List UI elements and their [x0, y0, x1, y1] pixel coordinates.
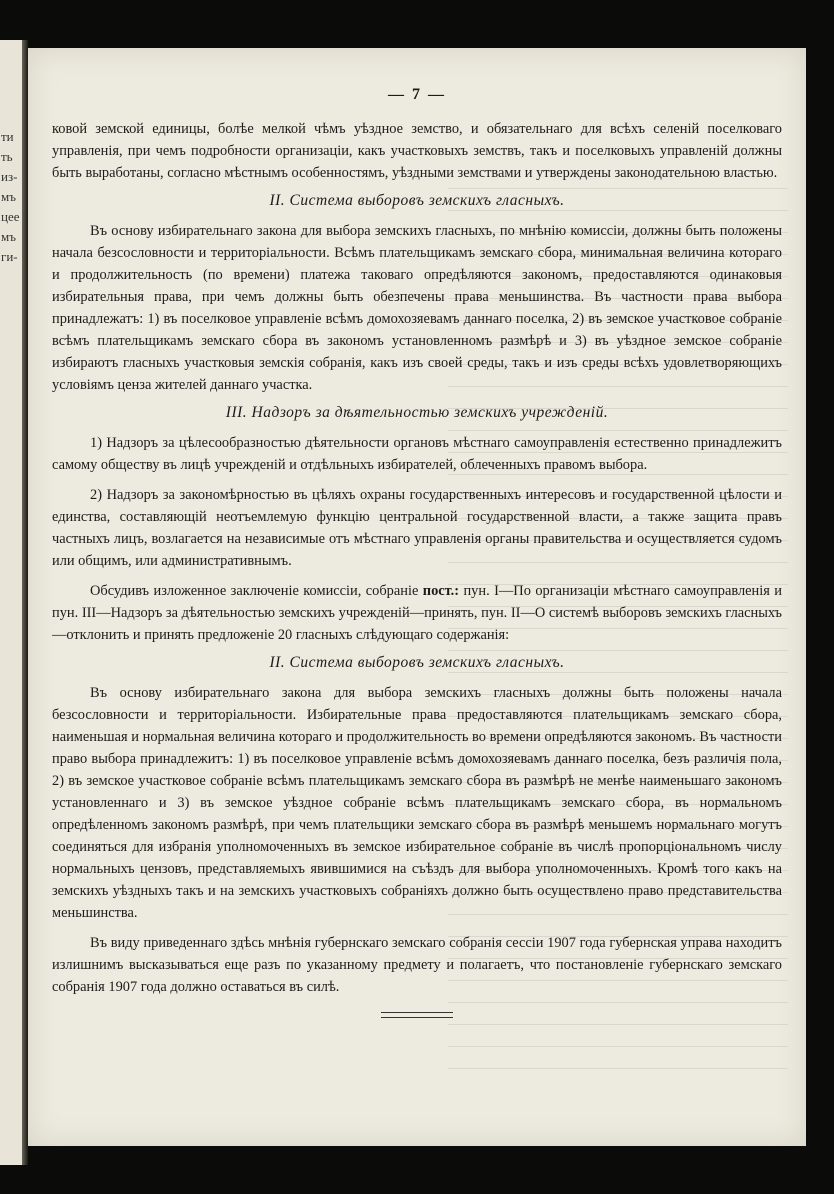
- resolution-text-start: Обсудивъ изложенное заключеніе комиссіи, собраніе: [90, 583, 423, 599]
- left-page-fragment: ть: [1, 149, 13, 164]
- section-heading-voting-system: II. Система выборовъ земскихъ гласныхъ.: [269, 192, 565, 209]
- document-page: [28, 48, 806, 1146]
- page-body: [52, 118, 782, 1018]
- left-page-fragment: цее: [1, 209, 20, 224]
- resolution-decision-abbrev: пост.:: [422, 583, 460, 599]
- adopted-voting-paragraph: Въ основу избирательнаго закона для выбора земскихъ гласныхъ должны быть положены начала безсословности и территоріальности. Избирательные права предоставляются плательщикамъ земскаго сбора, наименьшая и нормальная величина котораго и продолжительность во времени опредѣляются закономъ. Въ частности право выбора принадлежитъ: 1) въ поселковое управленіе всѣмъ домохозяевамъ даннаго поселка, безъ различія пола, 2) въ земское участковое собраніе всѣмъ плательщикамъ земскаго сбора въ размѣрѣ не менѣе наименьшаго закономъ установленнаго и 3) въ земское уѣздное собраніе всѣмъ плательщикамъ земскаго сбора, въ нормальномъ опредѣленномъ закономъ размѣрѣ, при чемъ плательщики земскаго сбора въ размѣрѣ меньшемъ нормальнаго могутъ соединяться для избранія уполномоченныхъ въ земское избирательное собраніе въ числѣ пропорціональномъ числу нормальныхъ цензовъ, представляемыхъ явившимися на съѣздъ для выбора уполномоченныхъ. Кромѣ того какъ на земскихъ уѣздныхъ такъ и на земскихъ участковыхъ собраніяхъ должно быть осуществлено право представительства меньшинства.: [52, 685, 782, 921]
- section-heading-voting-system-adopted: II. Система выборовъ земскихъ гласныхъ.: [269, 654, 565, 671]
- section-heading-supervision: III. Надзоръ за дѣятельностью земскихъ учрежденій.: [225, 404, 609, 421]
- closing-paragraph: Въ виду приведеннаго здѣсь мнѣнія губернскаго земскаго собранія сессіи 1907 года губернская управа находитъ излишнимъ высказываться еще разъ по указанному предмету и полагаетъ, что постановленіе губернскаго земскаго собранія 1907 года должно оставаться въ силѣ.: [52, 935, 782, 995]
- left-page-edge: [0, 40, 22, 1165]
- end-rule: [381, 1012, 453, 1018]
- resolution-text-rest: пун. I—По организаціи мѣстнаго самоуправленія и пун. III—Надзоръ за дѣятельностью земскихъ учрежденій—принять, пун. II—О системѣ выборовъ земскихъ гласныхъ—отклонить и принять предложеніе 20 гласныхъ слѣдующаго содержанія:: [52, 583, 782, 643]
- left-page-fragment: ти: [1, 129, 14, 144]
- intro-paragraph: ковой земской единицы, болѣе мелкой чѣмъ уѣздное земство, и обязательнаго для всѣхъ селеній поселковаго управленія, при чемъ подробности организаціи, какъ участковыхъ земствъ, такъ и поселковыхъ управленій должны быть выработаны, согласно мѣстнымъ особенностямъ, уѣздными земствами и утверждены законодательною властью.: [52, 121, 782, 181]
- left-page-fragment: мъ: [1, 229, 16, 244]
- page-number: — 7 —: [388, 86, 446, 103]
- left-page-fragment: мъ: [1, 189, 16, 204]
- resolution-paragraph: [52, 580, 782, 646]
- left-page-fragment: из-: [1, 169, 18, 184]
- left-page-fragment: ги-: [1, 249, 18, 264]
- supervision-paragraph-1: 1) Надзоръ за цѣлесообразностью дѣятельности органовъ мѣстнаго самоуправленія естественно принадлежитъ самому обществу въ лицѣ учрежденій и отдѣльныхъ избирателей, облеченныхъ правомъ выбора.: [52, 435, 782, 473]
- commission-voting-paragraph: Въ основу избирательнаго закона для выбора земскихъ гласныхъ, по мнѣнію комиссіи, должны быть положены начала безсословности и территоріальности. Всѣмъ плательщикамъ земскаго сбора, минимальная величина котораго и продолжительность (по времени) платежа таковаго опредѣляются закономъ, предоставляются одинаковыя избирательныя права, при чемъ должны быть обезпечены права меньшинства. Въ частности права выбора принадлежатъ: 1) въ поселковое управленіе всѣмъ домохозяевамъ даннаго поселка, 2) въ земское участковое собраніе всѣмъ плательщикамъ земскаго сбора въ закономъ установленномъ размѣрѣ и 3) въ уѣздное земское собраніе избираютъ гласныхъ участковыя земскія собранія, какъ изъ своей среды, такъ и изъ среды всѣхъ удовлетворяющихъ условіямъ ценза жителей даннаго участка.: [52, 223, 782, 393]
- supervision-paragraph-2: 2) Надзоръ за закономѣрностью въ цѣляхъ охраны государственныхъ интересовъ и государственной цѣлости и единства, составляющій неотъемлемую функцію центральной государственной власти, а также защита правъ частныхъ лицъ, возлагается на независимые отъ мѣстнаго управленія органы правительства и осуществляется судомъ или общимъ, или административнымъ.: [52, 487, 782, 569]
